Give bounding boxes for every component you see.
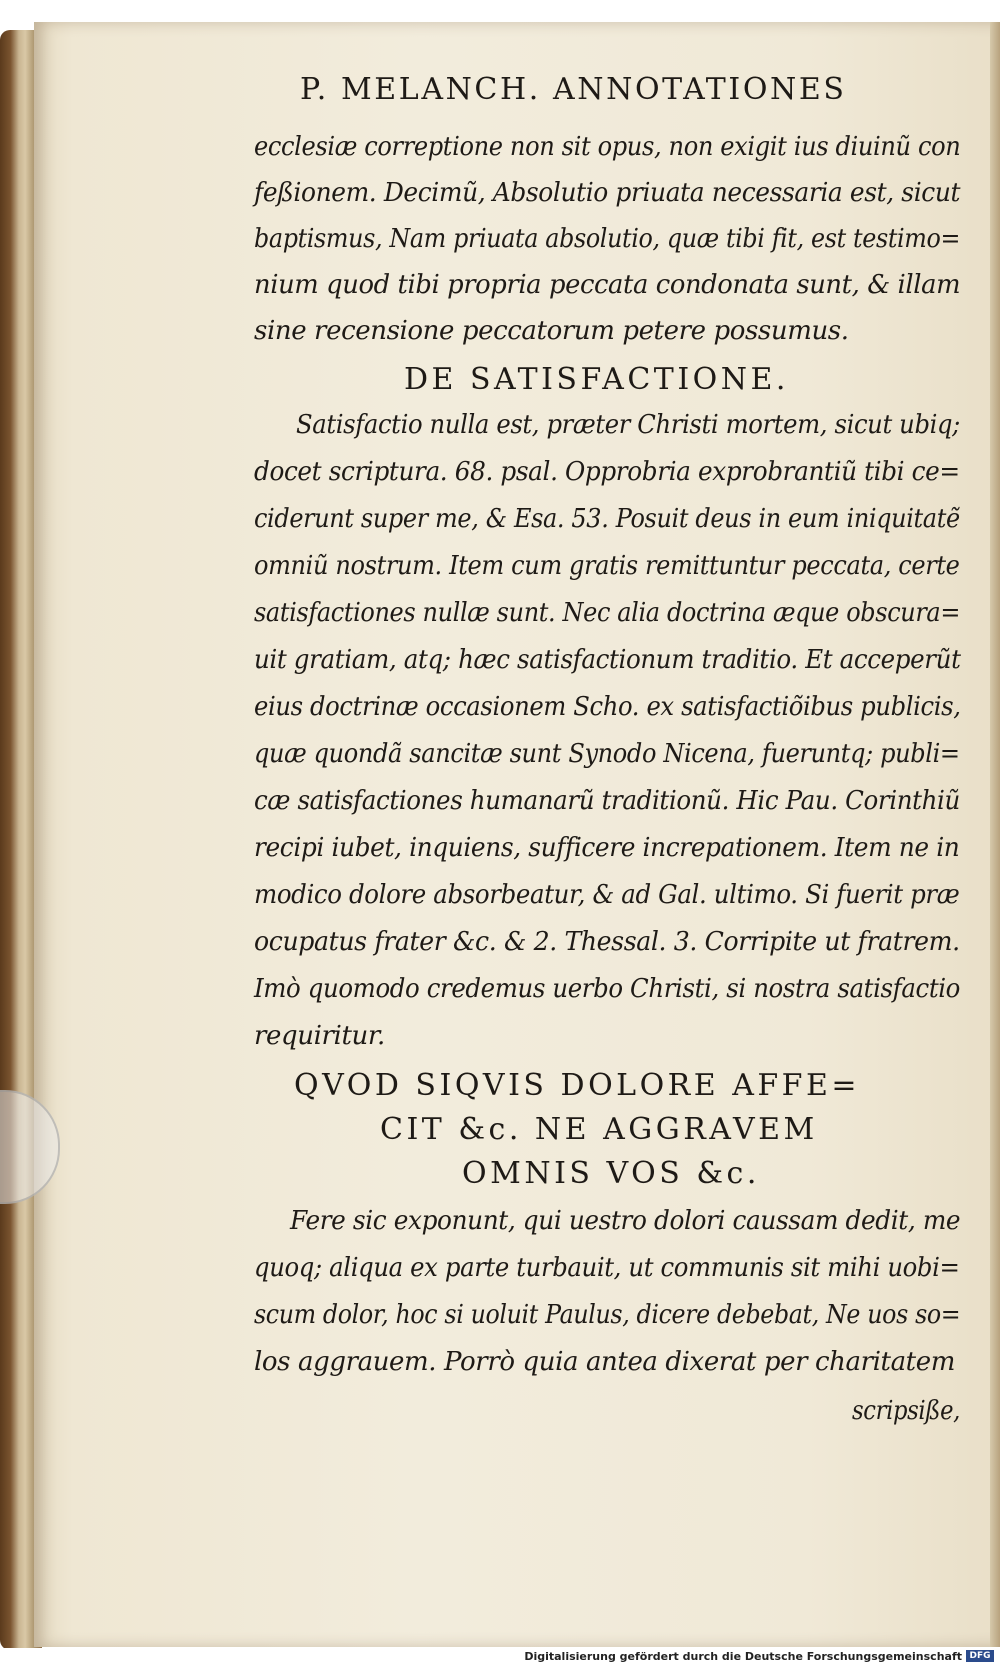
text-line: modico dolore absorbeatur, & ad Gal. ultimo. Si fuerit præ bbox=[254, 880, 960, 910]
section-heading: OMNIS VOS &c. bbox=[462, 1156, 760, 1191]
text-line: baptismus, Nam priuata absolutio, quæ tibi fit, est testimo= bbox=[254, 224, 961, 254]
text-line: ecclesiæ correptione non sit opus, non exigit ius diuinũ con bbox=[254, 132, 961, 162]
text-line: Fere sic exponunt, qui uestro dolori caussam dedit, me bbox=[290, 1206, 961, 1236]
text-line: omniũ nostrum. Item cum gratis remittuntur peccata, certe bbox=[254, 551, 960, 581]
text-line: Satisfactio nulla est, præter Christi mortem, sicut ubiq; bbox=[296, 410, 961, 440]
text-line: feßionem. Decimũ, Absolutio priuata necessaria est, sicut bbox=[254, 178, 961, 208]
text-line: los aggrauem. Porrò quia antea dixerat per charitatem bbox=[254, 1347, 955, 1377]
text-line: quæ quondã sancitæ sunt Synodo Nicena, fueruntq; publi= bbox=[254, 739, 960, 769]
text-line: recipi iubet, inquiens, sufficere increpationem. Item ne in bbox=[254, 833, 960, 863]
text-line: docet scriptura. 68. psal. Opprobria exprobrantiũ tibi ce= bbox=[254, 457, 960, 487]
text-line: eius doctrinæ occasionem Scho. ex satisfactiõibus publicis, bbox=[254, 692, 961, 722]
text-line: ciderunt super me, & Esa. 53. Posuit deus in eum iniquitatẽ bbox=[254, 504, 960, 534]
running-header: P. MELANCH. ANNOTATIONES bbox=[300, 72, 847, 107]
text-line: scum dolor, hoc si uoluit Paulus, dicere debebat, Ne uos so= bbox=[254, 1300, 961, 1330]
section-heading: CIT &c. NE AGGRAVEM bbox=[380, 1112, 818, 1147]
footer-bar bbox=[0, 1648, 1000, 1665]
page-right-edge bbox=[990, 22, 1000, 1647]
section-heading: QVOD SIQVIS DOLORE AFFE= bbox=[294, 1068, 861, 1103]
text-line: quoq; aliqua ex parte turbauit, ut communis sit mihi uobi= bbox=[254, 1253, 960, 1283]
text-line: uit gratiam, atq; hæc satisfactionum traditio. Et acceperũt bbox=[254, 645, 961, 675]
dfg-logo: DFG bbox=[966, 1650, 994, 1662]
text-line: nium quod tibi propria peccata condonata sunt, & illam bbox=[254, 270, 961, 300]
section-heading: DE SATISFACTIONE. bbox=[404, 362, 789, 397]
footer-credit: Digitalisierung gefördert durch die Deutsche Forschungsgemeinschaft bbox=[524, 1650, 962, 1663]
text-line: cæ satisfactiones humanarũ traditionũ. Hic Pau. Corinthiũ bbox=[254, 786, 960, 816]
text-line: satisfactiones nullæ sunt. Nec alia doctrina æque obscura= bbox=[254, 598, 961, 628]
text-line: Imò quomodo credemus uerbo Christi, si nostra satisfactio bbox=[254, 974, 961, 1004]
text-line: ocupatus frater &c. & 2. Thessal. 3. Corripite ut fratrem. bbox=[254, 927, 960, 957]
text-line: sine recensione peccatorum petere possumus. bbox=[254, 316, 849, 346]
catchword: scripsiße, bbox=[852, 1396, 960, 1426]
text-line: requiritur. bbox=[254, 1021, 385, 1051]
